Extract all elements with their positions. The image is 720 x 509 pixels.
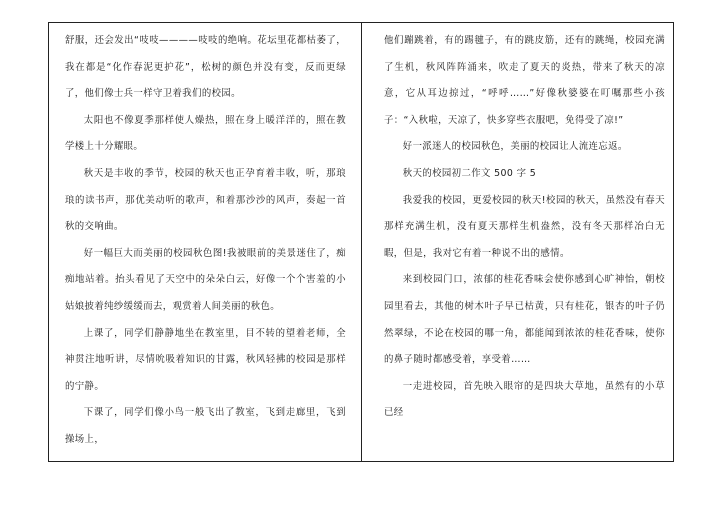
paragraph: 好一派迷人的校园秋色，美丽的校园让人流连忘返。 [402, 141, 628, 153]
paragraph: 一走进校园，首先映入眼帘的是四块大草地，虽然有的小草已经 [384, 380, 665, 419]
left-column [65, 28, 346, 445]
paragraph: 下课了，同学们像小鸟一般飞出了教室，飞到走廊里，飞到操场上， [65, 407, 346, 445]
paragraph: 舒服，还会发出“吱吱————吱吱的绝响。花坛里花都枯萎了，我在都是“化作春泥更护花”，松树的颜色并没有变，反而更绿了，他们像士兵一样守卫着我们的校园。 [65, 35, 346, 100]
right-column [384, 28, 665, 419]
paragraph: 好一幅巨大而美丽的校园秋色图!我被眼前的美景迷住了，痴痴地站着。抬头看见了天空中的朵朵白云，好像一个个害羞的小姑娘披着纯纱缓缓而去，观赏着人间美丽的秋色。 [65, 247, 346, 312]
paragraph: 来到校园门口，浓郁的桂花香味会使你感到心旷神怡，朝校园里看去，其他的树木叶子早已枯黄，只有桂花，银杏的叶子仍然翠绿，不论在校园的哪一角，都能闻到浓浓的桂花香味，使你的鼻子随时都感受着，享受着…… [384, 274, 665, 366]
paragraph: 我爱我的校园，更爱校园的秋天!校园的秋天，虽然没有春天那样充满生机，没有夏天那样生机盎然，没有冬天那样冶白无暇，但是，我对它有着一种说不出的感情。 [384, 194, 665, 259]
paragraph: 秋天是丰收的季节，校园的秋天也正孕育着丰收，听，那琅琅的读书声，那优美动听的歌声，和着那沙沙的风声，奏起一首秋的交响曲。 [65, 167, 346, 233]
essay-heading: 秋天的校园初二作文 500 字 5 [402, 167, 537, 179]
paragraph: 他们蹦跳着，有的踢毽子，有的跳皮筋，还有的跳绳，校园充满了生机，秋风阵阵涌来，吹走了夏天的炎热，带来了秋天的凉意，它从耳边掠过，“呼呼……”好像秋婆婆在叮嘱那些小孩子：“入秋啦，天凉了，快多穿些衣服吧，免得受了凉!” [384, 35, 665, 126]
paragraph: 太阳也不像夏季那样使人燥热，照在身上暖洋洋的，照在教学楼上十分耀眼。 [65, 114, 346, 153]
column-divider [361, 22, 362, 462]
paragraph: 上课了，同学们静静地坐在教室里，目不转的望着老师，全神贯注地听讲，尽情吮吸着知识的甘露，秋风轻拂的校园是那样的宁静。 [65, 327, 346, 392]
